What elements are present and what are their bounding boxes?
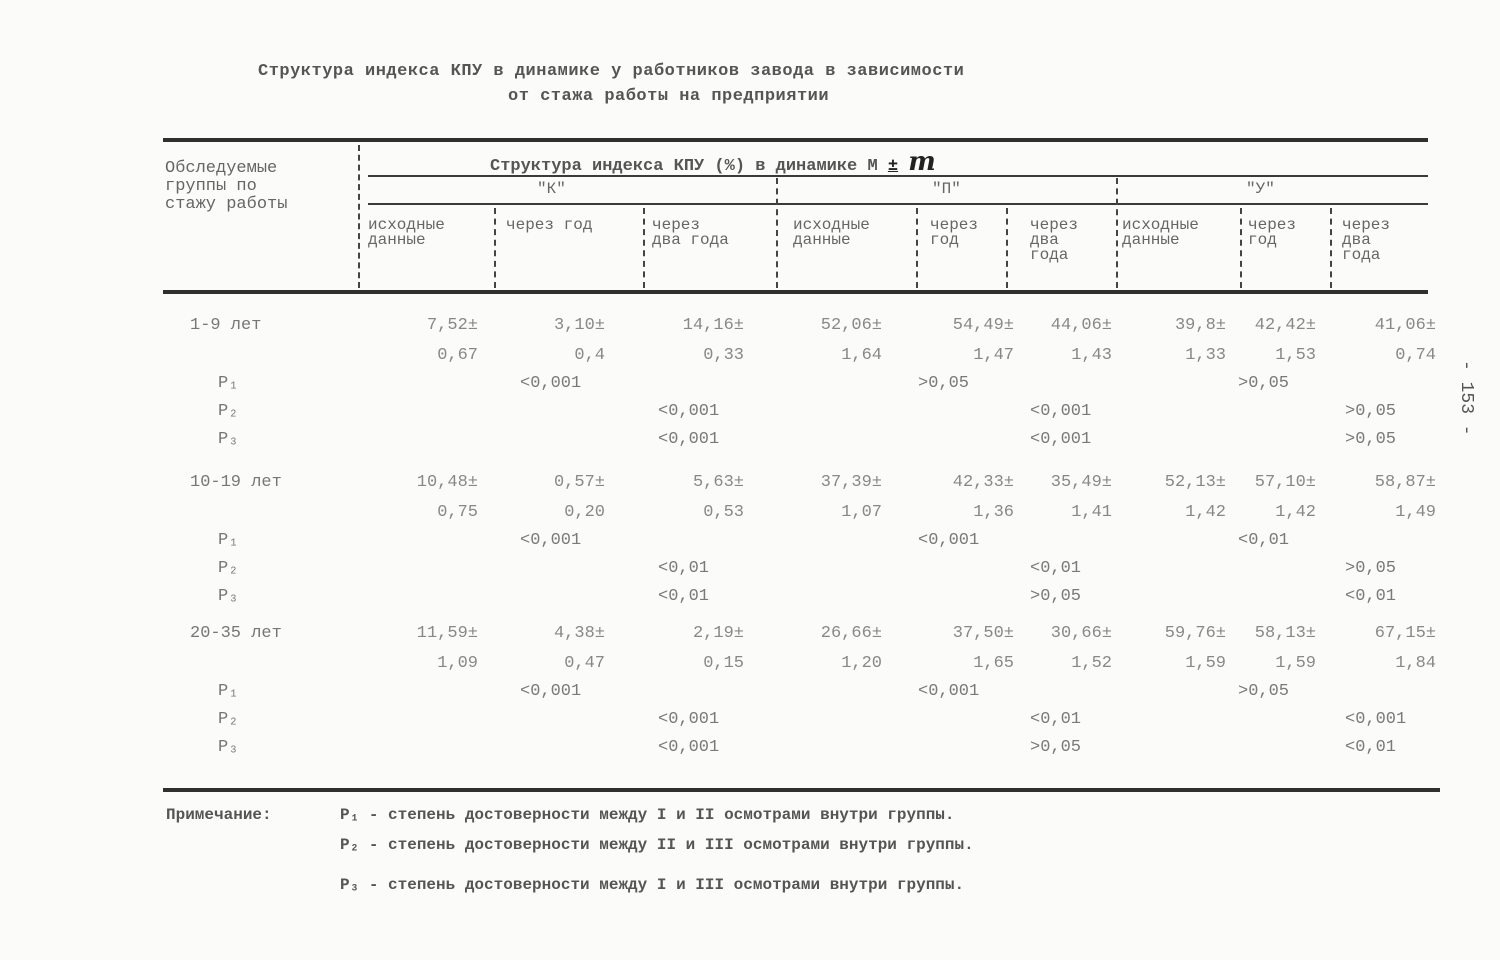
col-header-line: данные — [368, 231, 426, 249]
group-column-header — [165, 160, 287, 214]
p-value: <0,01 — [1345, 587, 1397, 606]
error-cell: 1,42 — [1185, 503, 1226, 522]
error-cell: 1,20 — [841, 654, 882, 673]
note-label: Примечание: — [166, 806, 272, 824]
note-p-label: P₂ — [340, 836, 360, 854]
table-bottom-rule — [163, 788, 1440, 792]
error-cell: 1,59 — [1275, 654, 1316, 673]
p-value: <0,001 — [658, 430, 720, 449]
p-value: >0,05 — [1238, 374, 1290, 393]
error-cell: 1,07 — [841, 503, 882, 522]
col-header-p-initial — [793, 218, 870, 248]
note-p-label: P₁ — [340, 806, 360, 824]
header-divider — [1006, 208, 1008, 288]
col-header-line: года — [1030, 246, 1069, 264]
error-cell: 1,53 — [1275, 346, 1316, 365]
header-bottom-rule — [163, 290, 1428, 294]
col-header-line: два — [1342, 231, 1371, 249]
p-label: P₁ — [218, 374, 239, 393]
main-header — [490, 147, 936, 177]
p-value: <0,001 — [520, 374, 582, 393]
error-cell: 1,59 — [1185, 654, 1226, 673]
p-label: P₁ — [218, 682, 239, 701]
header-divider — [1330, 208, 1332, 288]
value-cell: 11,59± — [416, 624, 478, 643]
value-cell: 58,87± — [1374, 473, 1436, 492]
p-value: >0,05 — [1030, 587, 1082, 606]
value-cell: 42,42± — [1254, 316, 1316, 335]
col-header-line: данные — [793, 231, 851, 249]
col-header-line: данные — [1122, 231, 1180, 249]
group-col-line: стажу работы — [165, 195, 288, 214]
note-line-2 — [340, 836, 974, 854]
error-cell: 1,64 — [841, 346, 882, 365]
header-divider — [776, 178, 778, 288]
error-cell: 0,20 — [564, 503, 605, 522]
value-cell: 54,49± — [952, 316, 1014, 335]
p-label: P₃ — [218, 430, 239, 449]
p-value: >0,05 — [918, 374, 970, 393]
p-label: P₃ — [218, 738, 239, 757]
p-label: P₂ — [218, 559, 239, 578]
page-number: - 153 - — [1456, 360, 1476, 436]
error-cell: 0,75 — [437, 503, 478, 522]
value-cell: 30,66± — [1050, 624, 1112, 643]
note-line-3 — [340, 876, 964, 894]
value-cell: 4,38± — [553, 624, 605, 643]
error-cell: 1,52 — [1071, 654, 1112, 673]
plus-minus-sign: ± — [887, 157, 899, 176]
note-text: - степень достоверности между I и II осмотрами внутри группы. — [368, 806, 955, 824]
col-header-u-two-years — [1342, 218, 1390, 263]
value-cell: 3,10± — [553, 316, 605, 335]
header-divider — [494, 208, 496, 288]
value-cell: 52,06± — [820, 316, 882, 335]
col-header-line: через год — [506, 216, 593, 234]
main-header-text: Структура индекса КПУ (%) в динамике М — [490, 157, 878, 176]
p-value: >0,05 — [1345, 402, 1397, 421]
col-header-u-initial — [1122, 218, 1199, 248]
header-rule-2 — [368, 203, 1428, 205]
error-cell: 0,53 — [703, 503, 744, 522]
col-header-line: через — [930, 216, 979, 234]
error-cell: 1,43 — [1071, 346, 1112, 365]
value-cell: 14,16± — [682, 316, 744, 335]
value-cell: 2,19± — [692, 624, 744, 643]
col-header-line: исходные — [368, 216, 445, 234]
p-value: <0,01 — [1030, 710, 1082, 729]
p-value: >0,05 — [1345, 430, 1397, 449]
error-cell: 0,47 — [564, 654, 605, 673]
subheader-p: "П" — [932, 180, 961, 198]
header-divider — [1240, 208, 1242, 288]
p-value: <0,001 — [658, 710, 720, 729]
value-cell: 0,57± — [553, 473, 605, 492]
col-header-line: года — [1342, 246, 1381, 264]
value-cell: 67,15± — [1374, 624, 1436, 643]
handwritten-m: m — [908, 147, 936, 177]
value-cell: 52,13± — [1164, 473, 1226, 492]
col-header-k-year — [506, 218, 592, 233]
header-divider — [1116, 178, 1118, 288]
header-divider — [358, 145, 360, 288]
table-top-rule — [163, 138, 1428, 142]
col-header-k-two-years — [652, 218, 729, 248]
p-label: P₃ — [218, 587, 239, 606]
note-p-label: P₃ — [340, 876, 360, 894]
p-label: P₂ — [218, 710, 239, 729]
p-value: <0,001 — [1030, 430, 1092, 449]
error-cell: 1,41 — [1071, 503, 1112, 522]
col-header-u-year — [1248, 218, 1296, 248]
col-header-line: два года — [652, 231, 729, 249]
col-header-line: исходные — [1122, 216, 1199, 234]
p-value: <0,001 — [918, 682, 980, 701]
error-cell: 1,47 — [973, 346, 1014, 365]
col-header-line: исходные — [793, 216, 870, 234]
p-value: >0,05 — [1030, 738, 1082, 757]
p-value: <0,001 — [1030, 402, 1092, 421]
error-cell: 0,33 — [703, 346, 744, 365]
p-value: <0,01 — [1030, 559, 1082, 578]
value-cell: 57,10± — [1254, 473, 1316, 492]
p-value: <0,001 — [658, 738, 720, 757]
value-cell: 44,06± — [1050, 316, 1112, 335]
value-cell: 41,06± — [1374, 316, 1436, 335]
row-label: 10-19 лет — [190, 473, 282, 492]
error-cell: 1,42 — [1275, 503, 1316, 522]
error-cell: 1,36 — [973, 503, 1014, 522]
group-col-line: группы по — [165, 177, 257, 196]
col-header-line: год — [1248, 231, 1277, 249]
error-cell: 0,74 — [1395, 346, 1436, 365]
value-cell: 42,33± — [952, 473, 1014, 492]
value-cell: 35,49± — [1050, 473, 1112, 492]
value-cell: 39,8± — [1174, 316, 1226, 335]
value-cell: 37,50± — [952, 624, 1014, 643]
value-cell: 10,48± — [416, 473, 478, 492]
error-cell: 1,49 — [1395, 503, 1436, 522]
row-label: 20-35 лет — [190, 624, 282, 643]
p-value: <0,001 — [520, 531, 582, 550]
col-header-line: год — [930, 231, 959, 249]
p-value: <0,01 — [1345, 738, 1397, 757]
p-value: >0,05 — [1238, 682, 1290, 701]
p-label: P₂ — [218, 402, 239, 421]
table-title-line1: Структура индекса КПУ в динамике у работников завода в зависимости — [258, 62, 965, 81]
group-col-line: Обследуемые — [165, 159, 278, 178]
error-cell: 0,15 — [703, 654, 744, 673]
p-value: <0,01 — [658, 559, 710, 578]
col-header-p-year — [930, 218, 978, 248]
table-title-line2: от стажа работы на предприятии — [508, 87, 830, 106]
error-cell: 1,84 — [1395, 654, 1436, 673]
value-cell: 7,52± — [426, 316, 478, 335]
p-label: P₁ — [218, 531, 239, 550]
error-cell: 1,65 — [973, 654, 1014, 673]
note-line-1 — [340, 806, 955, 824]
subheader-u: "У" — [1246, 180, 1275, 198]
col-header-line: два — [1030, 231, 1059, 249]
p-value: <0,01 — [658, 587, 710, 606]
value-cell: 26,66± — [820, 624, 882, 643]
value-cell: 5,63± — [692, 473, 744, 492]
col-header-line: через — [652, 216, 701, 234]
p-value: <0,001 — [918, 531, 980, 550]
value-cell: 59,76± — [1164, 624, 1226, 643]
p-value: <0,001 — [1345, 710, 1407, 729]
header-divider — [916, 208, 918, 288]
p-value: <0,001 — [520, 682, 582, 701]
col-header-line: через — [1342, 216, 1391, 234]
p-value: <0,001 — [658, 402, 720, 421]
col-header-line: через — [1030, 216, 1079, 234]
note-text: - степень достоверности между I и III осмотрами внутри группы. — [368, 876, 965, 894]
col-header-line: через — [1248, 216, 1297, 234]
header-divider — [643, 208, 645, 288]
p-value: >0,05 — [1345, 559, 1397, 578]
error-cell: 1,33 — [1185, 346, 1226, 365]
value-cell: 37,39± — [820, 473, 882, 492]
row-label: 1-9 лет — [190, 316, 262, 335]
error-cell: 1,09 — [437, 654, 478, 673]
value-cell: 58,13± — [1254, 624, 1316, 643]
error-cell: 0,67 — [437, 346, 478, 365]
p-value: <0,01 — [1238, 531, 1290, 550]
col-header-p-two-years — [1030, 218, 1078, 263]
subheader-k: "К" — [537, 180, 566, 198]
col-header-k-initial — [368, 218, 445, 248]
note-text: - степень достоверности между II и III осмотрами внутри группы. — [368, 836, 974, 854]
error-cell: 0,4 — [574, 346, 605, 365]
